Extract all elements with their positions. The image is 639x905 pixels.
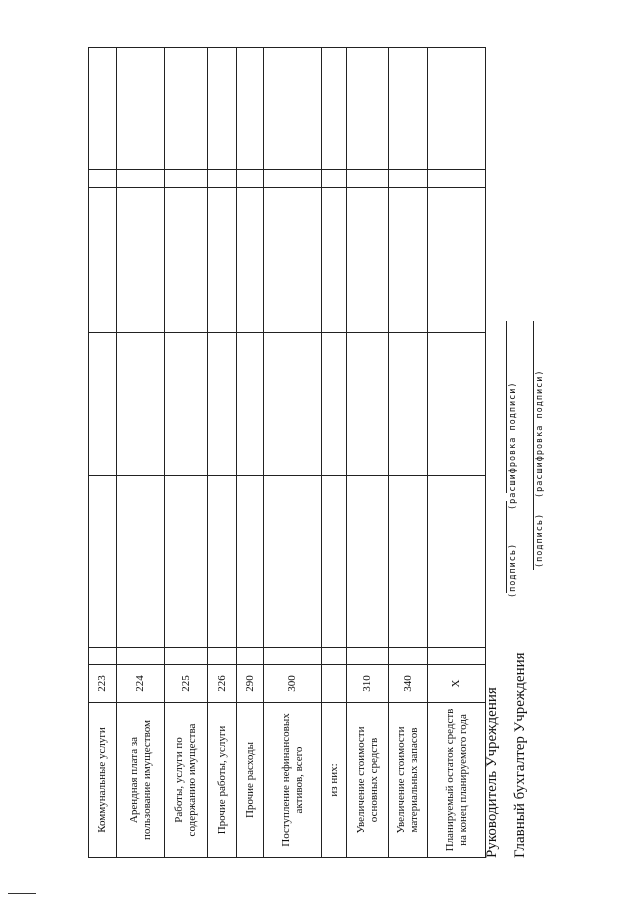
table-cell <box>208 48 237 170</box>
director-label: Руководитель Учреждения <box>484 687 500 858</box>
table-cell <box>165 188 208 333</box>
row-name: Увеличение стоимости основных средств <box>347 703 389 858</box>
table-cell <box>347 188 389 333</box>
accountant-label: Главный бухгалтер Учреждения <box>512 652 528 858</box>
table-cell <box>428 170 486 188</box>
budget-table <box>88 47 486 858</box>
table-cell <box>347 648 389 665</box>
row-name: Работы, услуги по содержанию имущества <box>165 703 208 858</box>
table-cell <box>237 48 264 170</box>
table-cell <box>208 476 237 648</box>
rotated-form <box>40 48 560 858</box>
row-name: Прочие работы, услуги <box>208 703 237 858</box>
table-cell <box>347 170 389 188</box>
table-cell <box>117 648 165 665</box>
table-cell <box>428 48 486 170</box>
table-cell <box>264 476 322 648</box>
row-code: Х <box>428 665 486 703</box>
director-transcript-caption: (расшифровка подписи) <box>508 381 518 510</box>
table-cell <box>237 476 264 648</box>
director-signature-caption: (подпись) <box>508 542 518 598</box>
table-row <box>165 48 208 858</box>
table-cell <box>389 48 428 170</box>
table-row <box>237 48 264 858</box>
table-cell <box>322 333 347 476</box>
table-row <box>208 48 237 858</box>
table-cell <box>117 48 165 170</box>
row-code: 224 <box>117 665 165 703</box>
table-cell <box>322 188 347 333</box>
table-cell <box>264 648 322 665</box>
row-name: Прочие расходы <box>237 703 264 858</box>
table-cell <box>428 333 486 476</box>
row-name: Арендная плата за пользование имуществом <box>117 703 165 858</box>
table-cell <box>117 170 165 188</box>
table-cell <box>347 48 389 170</box>
table-cell <box>165 170 208 188</box>
table-cell <box>264 48 322 170</box>
table-cell <box>117 333 165 476</box>
row-code <box>322 665 347 703</box>
table-cell <box>264 333 322 476</box>
table-cell <box>428 648 486 665</box>
table-cell <box>89 188 117 333</box>
accountant-transcript-caption: (расшифровка подписи) <box>535 369 545 498</box>
table-row <box>389 48 428 858</box>
table-cell <box>89 333 117 476</box>
table-cell <box>89 48 117 170</box>
row-name: Коммунальные услуги <box>89 703 117 858</box>
table-cell <box>208 188 237 333</box>
table-cell <box>117 476 165 648</box>
table-row <box>264 48 322 858</box>
table-row <box>347 48 389 858</box>
table-cell <box>89 648 117 665</box>
row-code: 300 <box>264 665 322 703</box>
table-row <box>117 48 165 858</box>
table-cell <box>428 476 486 648</box>
table-cell <box>322 48 347 170</box>
row-name: Поступление нефинансовых активов, всего <box>264 703 322 858</box>
director-signature-line <box>506 501 507 593</box>
accountant-transcript-line <box>533 321 534 493</box>
table-cell <box>347 333 389 476</box>
row-code: 290 <box>237 665 264 703</box>
table-cell <box>389 333 428 476</box>
table-cell <box>237 648 264 665</box>
table-cell <box>89 476 117 648</box>
table-cell <box>264 188 322 333</box>
table-cell <box>389 188 428 333</box>
table-cell <box>264 170 322 188</box>
table-cell <box>389 648 428 665</box>
row-code: 226 <box>208 665 237 703</box>
table-cell <box>237 188 264 333</box>
table-row <box>428 48 486 858</box>
table-cell <box>165 333 208 476</box>
table-cell <box>165 648 208 665</box>
table-cell <box>165 476 208 648</box>
table-cell <box>322 476 347 648</box>
row-code: 225 <box>165 665 208 703</box>
table-cell <box>237 170 264 188</box>
row-code: 340 <box>389 665 428 703</box>
table-cell <box>389 476 428 648</box>
table-cell <box>347 476 389 648</box>
table-cell <box>117 188 165 333</box>
row-name: Планируемый остаток средств на конец планируемого года <box>428 703 486 858</box>
table-cell <box>165 48 208 170</box>
row-name: из них: <box>322 703 347 858</box>
table-cell <box>89 170 117 188</box>
table-cell <box>428 188 486 333</box>
row-code: 223 <box>89 665 117 703</box>
row-code: 310 <box>347 665 389 703</box>
table-row <box>89 48 117 858</box>
table-cell <box>389 170 428 188</box>
table-cell <box>208 333 237 476</box>
table-cell <box>208 648 237 665</box>
director-transcript-line <box>506 321 507 493</box>
accountant-signature-caption: (подпись) <box>535 512 545 568</box>
table-row <box>322 48 347 858</box>
table-cell <box>322 170 347 188</box>
table-cell <box>237 333 264 476</box>
table-cell <box>208 170 237 188</box>
table-cell <box>322 648 347 665</box>
row-name: Увеличение стоимости материальных запасов <box>389 703 428 858</box>
margin-mark <box>8 893 36 894</box>
